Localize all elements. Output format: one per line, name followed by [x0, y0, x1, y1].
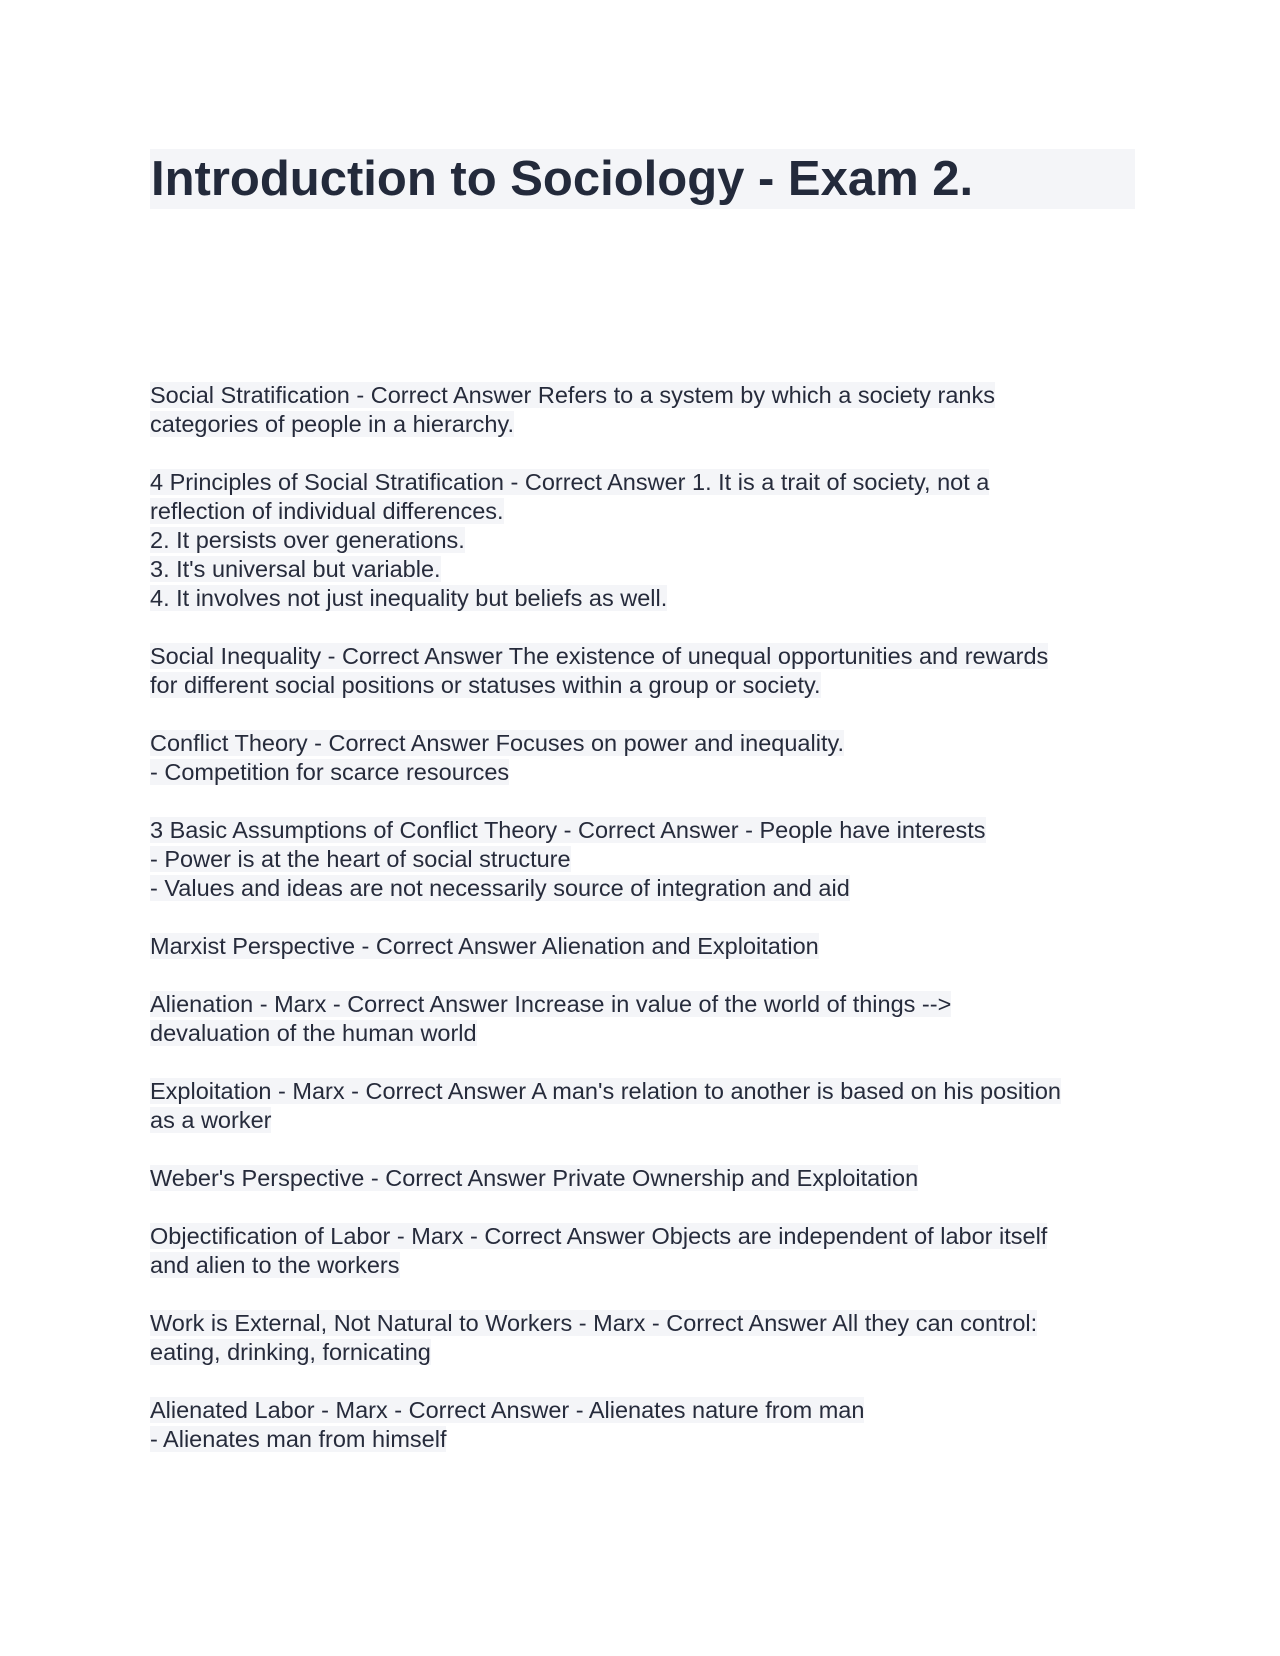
entry-line: Alienated Labor - Marx - Correct Answer - Alienates nature from man: [150, 1397, 865, 1423]
flashcard-list: [150, 381, 1135, 1454]
entry-line: Social Stratification - Correct Answer Refers to a system by which a society ranks: [150, 382, 996, 408]
entry-line: 3. It's universal but variable.: [150, 556, 441, 582]
flashcard-entry-social-inequality: [150, 642, 1135, 700]
flashcard-entry-social-stratification: [150, 381, 1135, 439]
entry-line: - Competition for scarce resources: [150, 759, 510, 785]
entry-line: eating, drinking, fornicating: [150, 1339, 431, 1365]
entry-line: 2. It persists over generations.: [150, 527, 465, 553]
flashcard-entry-exploitation: [150, 1077, 1135, 1135]
entry-line: Objectification of Labor - Marx - Correct Answer Objects are independent of labor itself: [150, 1223, 1048, 1249]
flashcard-entry-marxist-perspective: [150, 932, 1135, 961]
entry-line: reflection of individual differences.: [150, 498, 504, 524]
flashcard-entry-alienation: [150, 990, 1135, 1048]
document-page: [150, 149, 1135, 1483]
flashcard-entry-alienated-labor: [150, 1396, 1135, 1454]
entry-line: Social Inequality - Correct Answer The existence of unequal opportunities and rewards: [150, 643, 1049, 669]
entry-line: Marxist Perspective - Correct Answer Alienation and Exploitation: [150, 933, 819, 959]
entry-line: Conflict Theory - Correct Answer Focuses on power and inequality.: [150, 730, 845, 756]
entry-line: Exploitation - Marx - Correct Answer A man's relation to another is based on his position: [150, 1078, 1061, 1104]
flashcard-entry-conflict-theory: [150, 729, 1135, 787]
entry-line: devaluation of the human world: [150, 1020, 477, 1046]
entry-line: - Alienates man from himself: [150, 1426, 447, 1452]
entry-line: Weber's Perspective - Correct Answer Private Ownership and Exploitation: [150, 1165, 919, 1191]
entry-line: 4 Principles of Social Stratification - Correct Answer 1. It is a trait of society, not a: [150, 469, 990, 495]
document-title: Introduction to Sociology - Exam 2.: [150, 149, 1135, 209]
entry-line: - Power is at the heart of social structure: [150, 846, 571, 872]
flashcard-entry-weber-perspective: [150, 1164, 1135, 1193]
flashcard-entry-objectification: [150, 1222, 1135, 1280]
entry-line: categories of people in a hierarchy.: [150, 411, 515, 437]
flashcard-entry-work-external: [150, 1309, 1135, 1367]
entry-line: 4. It involves not just inequality but beliefs as well.: [150, 585, 668, 611]
entry-line: and alien to the workers: [150, 1252, 400, 1278]
entry-line: for different social positions or statuses within a group or society.: [150, 672, 821, 698]
flashcard-entry-conflict-assumptions: [150, 816, 1135, 903]
flashcard-entry-principles: [150, 468, 1135, 613]
entry-line: 3 Basic Assumptions of Conflict Theory - Correct Answer - People have interests: [150, 817, 986, 843]
entry-line: - Values and ideas are not necessarily source of integration and aid: [150, 875, 850, 901]
entry-line: Work is External, Not Natural to Workers - Marx - Correct Answer All they can control:: [150, 1310, 1038, 1336]
entry-line: Alienation - Marx - Correct Answer Increase in value of the world of things -->: [150, 991, 952, 1017]
entry-line: as a worker: [150, 1107, 272, 1133]
